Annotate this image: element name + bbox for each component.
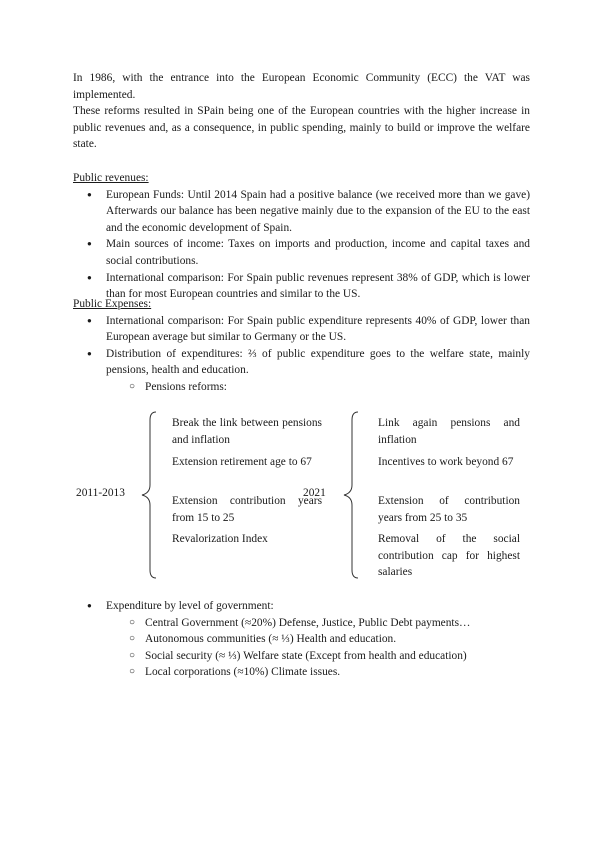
intro-paragraph-1: In 1986, with the entrance into the European Economic Community (ECC) the VAT was implemented. — [73, 72, 530, 101]
left-brace-icon — [138, 410, 158, 580]
reform-2011-item: Extension retirement age to 67 — [172, 456, 312, 468]
reform-2011-item: Break the link between pensions and inflation — [172, 417, 322, 446]
pensions-reforms-subheading: ○ Pensions reforms: — [73, 379, 530, 396]
period-2011-2013-label: 2011-2013 — [76, 487, 125, 499]
reform-2011-item: Revalorization Index — [172, 533, 268, 545]
intro-paragraph-2: These reforms resulted in SPain being one of the European countries with the higher increase in public revenues and, as a consequence, in public spending, mainly to build or improve the welfare state. — [73, 105, 530, 151]
government-heading: ● Expenditure by level of government: — [73, 598, 530, 615]
period-2021-label: 2021 — [303, 487, 326, 499]
list-item: ○ Autonomous communities (≈ ⅓) Health and education. — [73, 631, 530, 648]
list-item: ● Distribution of expenditures: ⅔ of public expenditure goes to the welfare state, mainly pensions, health and education. — [73, 346, 530, 379]
reform-2021-item: Removal of the social contribution cap for highest salaries — [378, 533, 520, 579]
government-section — [73, 598, 530, 681]
list-item: ○ Local corporations (≈10%) Climate issues. — [73, 664, 530, 681]
government-list — [73, 598, 530, 681]
reform-2021-item: Link again pensions and inflation — [378, 417, 520, 446]
list-item: ○ Social security (≈ ⅓) Welfare state (Except from health and education) — [73, 648, 530, 665]
list-item: ● Main sources of income: Taxes on imports and production, income and capital taxes and social contributions. — [73, 236, 530, 269]
reform-2021-item: Incentives to work beyond 67 — [378, 456, 514, 468]
revenues-heading: Public revenues: — [73, 172, 149, 184]
right-brace-icon — [340, 410, 360, 580]
reform-2011-item: Extension contribution years from 15 to 25 — [172, 495, 322, 524]
expenses-heading: Public Expenses: — [73, 298, 152, 310]
reform-2021-item: Extension of contribution years from 25 to 35 — [378, 495, 520, 524]
list-item: ● International comparison: For Spain public revenues represent 38% of GDP, which is lower than for most European countries and similar to the US. — [73, 270, 530, 303]
list-item: ○ Central Government (≈20%) Defense, Justice, Public Debt payments… — [73, 615, 530, 632]
list-item: ● European Funds: Until 2014 Spain had a positive balance (we received more than we gave) Afterwards our balance has been negative mainly due to the expansion of the EU to the east and the economic development of Spain. — [73, 187, 530, 237]
list-item: ● International comparison: For Spain public expenditure represents 40% of GDP, lower than European average but similar to Germany or the US. — [73, 313, 530, 346]
